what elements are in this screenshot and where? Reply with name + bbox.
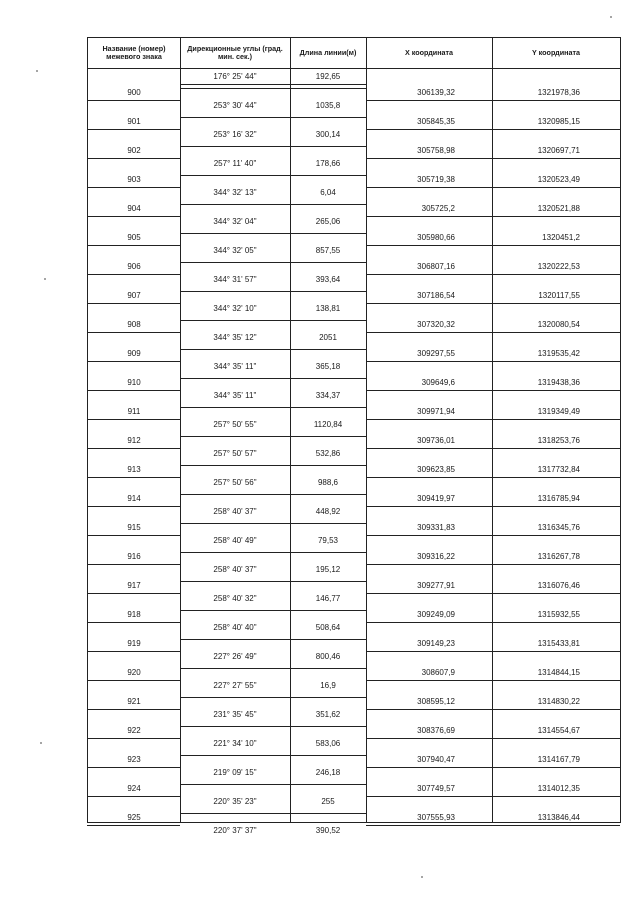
cell-point-name: 900 bbox=[127, 88, 141, 97]
row-border bbox=[87, 709, 180, 710]
row-border bbox=[87, 361, 180, 362]
cell-y-coordinate: 1313846,44 bbox=[537, 813, 580, 822]
cell-point-name: 922 bbox=[127, 726, 141, 735]
cell-y-coordinate: 1314830,22 bbox=[537, 697, 580, 706]
row-border bbox=[180, 755, 366, 756]
cell-point-name: 910 bbox=[127, 378, 141, 387]
cell-x-coordinate: 309149,23 bbox=[417, 639, 455, 648]
cell-direction-angle: 344° 31' 57" bbox=[213, 275, 257, 284]
cell-direction-angle: 258° 40' 37" bbox=[213, 507, 257, 516]
cell-point-name: 907 bbox=[127, 291, 141, 300]
cell-direction-angle: 258° 40' 49" bbox=[213, 536, 257, 545]
cell-y-coordinate: 1319349,49 bbox=[537, 407, 580, 416]
cell-point-name: 916 bbox=[127, 552, 141, 561]
cell-line-length: 16,9 bbox=[320, 681, 336, 690]
row-border bbox=[87, 535, 180, 536]
page-speck bbox=[40, 742, 42, 744]
row-border bbox=[180, 407, 366, 408]
row-border bbox=[87, 477, 180, 478]
cell-x-coordinate: 307749,57 bbox=[417, 784, 455, 793]
row-border bbox=[87, 796, 180, 797]
column-border bbox=[366, 37, 367, 823]
cell-line-length: 265,06 bbox=[315, 217, 341, 226]
cell-point-name: 908 bbox=[127, 320, 141, 329]
column-border bbox=[620, 37, 621, 823]
row-border bbox=[87, 448, 180, 449]
cell-y-coordinate: 1314844,15 bbox=[537, 668, 580, 677]
row-border bbox=[180, 117, 366, 118]
cell-direction-angle: 257° 11' 40" bbox=[213, 159, 257, 168]
column-border bbox=[492, 37, 493, 823]
row-border bbox=[87, 274, 180, 275]
cell-line-length: 583,06 bbox=[315, 739, 341, 748]
cell-line-length: 508,64 bbox=[315, 623, 341, 632]
cell-x-coordinate: 306807,16 bbox=[417, 262, 455, 271]
row-border bbox=[366, 274, 620, 275]
cell-point-name: 905 bbox=[127, 233, 141, 242]
cell-point-name: 909 bbox=[127, 349, 141, 358]
cell-line-length: 255 bbox=[321, 797, 335, 806]
row-border bbox=[366, 390, 620, 391]
row-border bbox=[87, 158, 180, 159]
row-border bbox=[180, 784, 366, 785]
cell-line-length: 351,62 bbox=[315, 710, 341, 719]
cell-line-length: 988,6 bbox=[317, 478, 339, 487]
header-x: X координата bbox=[404, 48, 454, 57]
cell-direction-angle: 344° 32' 05" bbox=[213, 246, 257, 255]
cell-y-coordinate: 1320117,55 bbox=[538, 291, 580, 300]
cell-line-length: 390,52 bbox=[315, 826, 341, 835]
cell-y-coordinate: 1319438,36 bbox=[537, 378, 580, 387]
cell-x-coordinate: 309316,22 bbox=[417, 552, 455, 561]
row-border bbox=[180, 726, 366, 727]
row-border bbox=[87, 622, 180, 623]
row-border bbox=[366, 187, 620, 188]
row-border bbox=[87, 187, 180, 188]
cell-x-coordinate: 307320,32 bbox=[417, 320, 455, 329]
row-border bbox=[366, 448, 620, 449]
row-border bbox=[87, 680, 180, 681]
cell-direction-angle: 344° 35' 12" bbox=[213, 333, 257, 342]
cell-direction-angle: 231° 35' 45" bbox=[213, 710, 257, 719]
cell-y-coordinate: 1315932,55 bbox=[537, 610, 580, 619]
cell-x-coordinate: 306139,32 bbox=[417, 88, 455, 97]
row-border bbox=[180, 88, 366, 89]
cell-line-length: 192,65 bbox=[315, 72, 341, 81]
cell-line-length: 334,37 bbox=[315, 391, 341, 400]
row-border bbox=[180, 813, 366, 814]
row-border bbox=[180, 697, 366, 698]
cell-x-coordinate: 308595,12 bbox=[417, 697, 455, 706]
cell-x-coordinate: 309419,97 bbox=[417, 494, 455, 503]
cell-line-length: 79,53 bbox=[317, 536, 339, 545]
cell-line-length: 178,66 bbox=[315, 159, 341, 168]
cell-direction-angle: 344° 35' 11" bbox=[213, 391, 257, 400]
cell-line-length: 6,04 bbox=[320, 188, 336, 197]
cell-line-length: 448,92 bbox=[315, 507, 341, 516]
row-border bbox=[87, 825, 180, 826]
cell-point-name: 915 bbox=[127, 523, 141, 532]
cell-point-name: 914 bbox=[127, 494, 141, 503]
table-top-border bbox=[87, 37, 620, 38]
page-speck bbox=[610, 16, 612, 18]
header-y: Y координата bbox=[532, 48, 580, 57]
cell-point-name: 920 bbox=[127, 668, 141, 677]
cell-y-coordinate: 1317732,84 bbox=[537, 465, 580, 474]
cell-direction-angle: 227° 26' 49" bbox=[213, 652, 257, 661]
header-bottom-border bbox=[87, 68, 620, 69]
cell-y-coordinate: 1320523,49 bbox=[537, 175, 580, 184]
cell-point-name: 906 bbox=[127, 262, 141, 271]
row-border bbox=[87, 100, 180, 101]
cell-x-coordinate: 305980,66 bbox=[417, 233, 455, 242]
cell-direction-angle: 344° 32' 13" bbox=[213, 188, 257, 197]
cell-direction-angle: 219° 09' 15" bbox=[213, 768, 257, 777]
page-speck bbox=[421, 876, 423, 878]
cell-x-coordinate: 308376,69 bbox=[417, 726, 455, 735]
row-border bbox=[366, 767, 620, 768]
row-border bbox=[87, 419, 180, 420]
cell-x-coordinate: 307940,47 bbox=[417, 755, 455, 764]
column-border bbox=[290, 37, 291, 823]
cell-point-name: 918 bbox=[127, 610, 141, 619]
cell-direction-angle: 344° 32' 10" bbox=[213, 304, 257, 313]
cell-y-coordinate: 1316267,78 bbox=[537, 552, 580, 561]
row-border bbox=[366, 245, 620, 246]
cell-y-coordinate: 1316076,46 bbox=[537, 581, 580, 590]
cell-direction-angle: 220° 35' 23" bbox=[213, 797, 257, 806]
row-border bbox=[87, 593, 180, 594]
cell-point-name: 904 bbox=[127, 204, 141, 213]
row-border bbox=[180, 349, 366, 350]
cell-direction-angle: 258° 40' 37" bbox=[213, 565, 257, 574]
row-border bbox=[180, 291, 366, 292]
cell-x-coordinate: 307186,54 bbox=[417, 291, 455, 300]
page-speck bbox=[36, 70, 38, 72]
row-border bbox=[366, 622, 620, 623]
cell-direction-angle: 253° 16' 32" bbox=[213, 130, 257, 139]
row-border bbox=[87, 564, 180, 565]
cell-y-coordinate: 1320451,2 bbox=[542, 233, 580, 242]
cell-y-coordinate: 1320521,88 bbox=[537, 204, 580, 213]
cell-line-length: 532,86 bbox=[315, 449, 341, 458]
cell-line-length: 365,18 bbox=[315, 362, 341, 371]
cell-direction-angle: 176° 25' 44" bbox=[213, 72, 257, 81]
cell-line-length: 393,64 bbox=[315, 275, 341, 284]
row-border bbox=[87, 767, 180, 768]
row-border bbox=[366, 564, 620, 565]
cell-line-length: 300,14 bbox=[315, 130, 341, 139]
row-border bbox=[180, 494, 366, 495]
cell-line-length: 195,12 bbox=[315, 565, 341, 574]
row-border bbox=[366, 796, 620, 797]
row-border bbox=[366, 158, 620, 159]
row-border bbox=[366, 680, 620, 681]
cell-x-coordinate: 309623,85 bbox=[417, 465, 455, 474]
cell-line-length: 857,55 bbox=[315, 246, 341, 255]
header-name: Название (номер) межевого знака bbox=[102, 44, 166, 61]
cell-y-coordinate: 1315433,81 bbox=[537, 639, 580, 648]
row-border bbox=[87, 245, 180, 246]
cell-y-coordinate: 1319535,42 bbox=[537, 349, 580, 358]
row-border bbox=[366, 332, 620, 333]
cell-direction-angle: 258° 40' 32" bbox=[213, 594, 257, 603]
cell-x-coordinate: 305719,38 bbox=[417, 175, 455, 184]
cell-y-coordinate: 1321978,36 bbox=[537, 88, 580, 97]
cell-x-coordinate: 309249,09 bbox=[417, 610, 455, 619]
cell-direction-angle: 221° 34' 10" bbox=[213, 739, 257, 748]
row-border bbox=[87, 216, 180, 217]
row-border bbox=[180, 581, 366, 582]
cell-x-coordinate: 305758,98 bbox=[417, 146, 455, 155]
row-border bbox=[366, 825, 620, 826]
page-speck bbox=[44, 278, 46, 280]
cell-x-coordinate: 309297,55 bbox=[417, 349, 455, 358]
cell-x-coordinate: 305725,2 bbox=[421, 204, 455, 213]
row-border bbox=[366, 593, 620, 594]
cell-direction-angle: 220° 37' 37" bbox=[213, 826, 257, 835]
row-border bbox=[180, 465, 366, 466]
cell-point-name: 917 bbox=[127, 581, 141, 590]
row-border bbox=[180, 320, 366, 321]
cell-y-coordinate: 1320222,53 bbox=[537, 262, 580, 271]
row-border bbox=[87, 390, 180, 391]
row-border bbox=[366, 738, 620, 739]
cell-y-coordinate: 1320985,15 bbox=[537, 117, 580, 126]
cell-y-coordinate: 1314012,35 bbox=[537, 784, 580, 793]
row-border bbox=[87, 303, 180, 304]
cell-direction-angle: 257° 50' 57" bbox=[213, 449, 257, 458]
row-border bbox=[180, 204, 366, 205]
cell-y-coordinate: 1316785,94 bbox=[537, 494, 580, 503]
cell-point-name: 901 bbox=[127, 117, 141, 126]
cell-line-length: 246,18 bbox=[315, 768, 341, 777]
header-angle: Дирекционные углы (град. мин. сек.) bbox=[187, 44, 283, 61]
cell-x-coordinate: 309736,01 bbox=[417, 436, 455, 445]
cell-direction-angle: 344° 35' 11" bbox=[213, 362, 257, 371]
row-border bbox=[366, 419, 620, 420]
row-border bbox=[180, 233, 366, 234]
row-border bbox=[180, 639, 366, 640]
cell-x-coordinate: 309277,91 bbox=[417, 581, 455, 590]
cell-x-coordinate: 309331,83 bbox=[417, 523, 455, 532]
cell-line-length: 138,81 bbox=[315, 304, 341, 313]
row-border bbox=[180, 378, 366, 379]
row-border bbox=[180, 84, 366, 85]
cell-line-length: 2051 bbox=[319, 333, 337, 342]
cell-point-name: 921 bbox=[127, 697, 141, 706]
cell-x-coordinate: 307555,93 bbox=[417, 813, 455, 822]
cell-point-name: 911 bbox=[127, 407, 141, 416]
row-border bbox=[366, 506, 620, 507]
cell-y-coordinate: 1320080,54 bbox=[537, 320, 580, 329]
cell-y-coordinate: 1318253,76 bbox=[537, 436, 580, 445]
cell-point-name: 903 bbox=[127, 175, 141, 184]
row-border bbox=[87, 651, 180, 652]
row-border bbox=[180, 668, 366, 669]
row-border bbox=[180, 146, 366, 147]
row-border bbox=[366, 216, 620, 217]
cell-direction-angle: 257° 50' 55" bbox=[213, 420, 257, 429]
column-border bbox=[87, 37, 88, 823]
row-border bbox=[87, 506, 180, 507]
row-border bbox=[366, 535, 620, 536]
cell-y-coordinate: 1320697,71 bbox=[537, 146, 580, 155]
header-length: Длина линии(м) bbox=[299, 48, 357, 57]
row-border bbox=[87, 129, 180, 130]
cell-direction-angle: 258° 40' 40" bbox=[213, 623, 257, 632]
cell-point-name: 902 bbox=[127, 146, 141, 155]
cell-point-name: 913 bbox=[127, 465, 141, 474]
row-border bbox=[180, 175, 366, 176]
cell-y-coordinate: 1316345,76 bbox=[537, 523, 580, 532]
row-border bbox=[366, 477, 620, 478]
cell-direction-angle: 257° 50' 56" bbox=[213, 478, 257, 487]
cell-direction-angle: 344° 32' 04" bbox=[213, 217, 257, 226]
row-border bbox=[366, 651, 620, 652]
column-border bbox=[180, 37, 181, 823]
cell-x-coordinate: 308607,9 bbox=[421, 668, 455, 677]
cell-direction-angle: 227° 27' 55" bbox=[213, 681, 257, 690]
cell-y-coordinate: 1314167,79 bbox=[537, 755, 580, 764]
cell-point-name: 912 bbox=[127, 436, 141, 445]
cell-x-coordinate: 309649,6 bbox=[421, 378, 455, 387]
row-border bbox=[180, 523, 366, 524]
cell-x-coordinate: 309971,94 bbox=[417, 407, 455, 416]
row-border bbox=[180, 262, 366, 263]
cell-line-length: 1035,8 bbox=[315, 101, 341, 110]
table-bottom-border bbox=[87, 822, 620, 823]
cell-direction-angle: 253° 30' 44" bbox=[213, 101, 257, 110]
row-border bbox=[366, 100, 620, 101]
cell-x-coordinate: 305845,35 bbox=[417, 117, 455, 126]
cell-point-name: 919 bbox=[127, 639, 141, 648]
row-border bbox=[366, 129, 620, 130]
cell-line-length: 800,46 bbox=[315, 652, 341, 661]
row-border bbox=[87, 332, 180, 333]
row-border bbox=[180, 610, 366, 611]
cell-line-length: 1120,84 bbox=[313, 420, 343, 429]
row-border bbox=[180, 552, 366, 553]
row-border bbox=[366, 303, 620, 304]
cell-y-coordinate: 1314554,67 bbox=[537, 726, 580, 735]
row-border bbox=[366, 709, 620, 710]
cell-point-name: 924 bbox=[127, 784, 141, 793]
cell-point-name: 925 bbox=[127, 813, 141, 822]
row-border bbox=[87, 738, 180, 739]
cell-point-name: 923 bbox=[127, 755, 141, 764]
row-border bbox=[366, 361, 620, 362]
row-border bbox=[180, 436, 366, 437]
cell-line-length: 146,77 bbox=[315, 594, 341, 603]
